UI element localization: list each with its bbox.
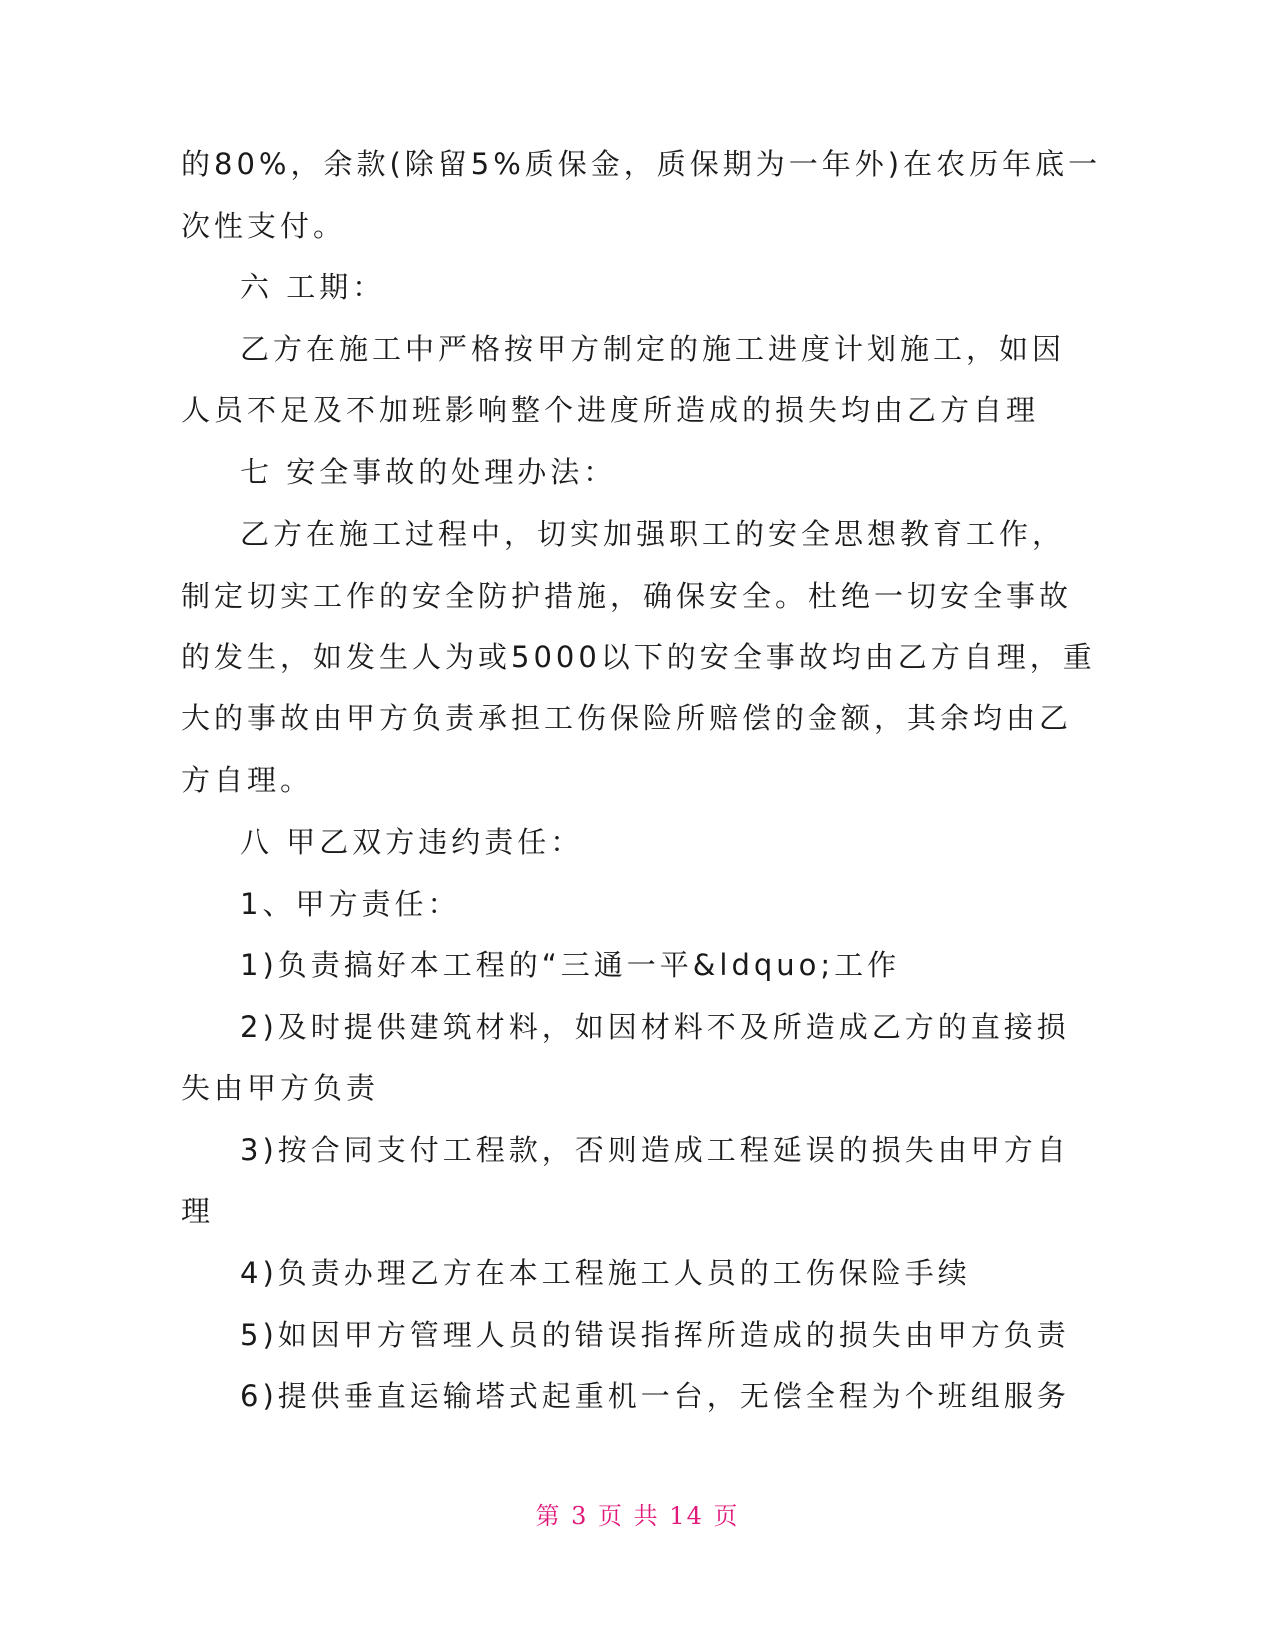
list-item: 5)如因甲方管理人员的错误指挥所造成的损失由甲方负责: [240, 1318, 1070, 1352]
page-number-footer: 第 3 页 共 14 页: [535, 1502, 740, 1530]
list-item: 3)按合同支付工程款，否则造成工程延误的损失由甲方自: [240, 1133, 1070, 1167]
list-item: 6)提供垂直运输塔式起重机一台，无偿全程为个班组服务: [240, 1379, 1070, 1413]
body-text-line: 乙方在施工中严格按甲方制定的施工进度计划施工，如因: [240, 332, 1066, 366]
body-text-line: 大的事故由甲方负责承担工伤保险所赔偿的金额，其余均由乙: [181, 701, 1073, 735]
section-heading: 六 工期：: [240, 270, 386, 304]
body-text-line: 失由甲方负责: [181, 1071, 380, 1105]
body-text-line: 理: [181, 1194, 215, 1228]
body-text-line: 次性支付。: [181, 209, 347, 243]
body-text-line: 制定切实工作的安全防护措施，确保安全。杜绝一切安全事故: [181, 579, 1073, 613]
body-text-line: 的80%，余款(除留5%质保金，质保期为一年外)在农历年底一: [181, 147, 1102, 181]
body-text-line: 乙方在施工过程中，切实加强职工的安全思想教育工作，: [240, 517, 1066, 551]
list-item: 4)负责办理乙方在本工程施工人员的工伤保险手续: [240, 1256, 971, 1290]
list-item: 1)负责搞好本工程的“三通一平&ldquo;工作: [240, 948, 901, 982]
section-heading: 七 安全事故的处理办法：: [240, 455, 617, 489]
subsection-heading: 1、甲方责任：: [240, 887, 461, 921]
body-text-line: 方自理。: [181, 763, 314, 797]
section-heading: 八 甲乙双方违约责任：: [240, 825, 584, 859]
list-item: 2)及时提供建筑材料，如因材料不及所造成乙方的直接损: [240, 1010, 1070, 1044]
body-text-line: 的发生，如发生人为或5000以下的安全事故均由乙方自理，重: [181, 640, 1096, 674]
body-text-line: 人员不足及不加班影响整个进度所造成的损失均由乙方自理: [181, 393, 1040, 427]
